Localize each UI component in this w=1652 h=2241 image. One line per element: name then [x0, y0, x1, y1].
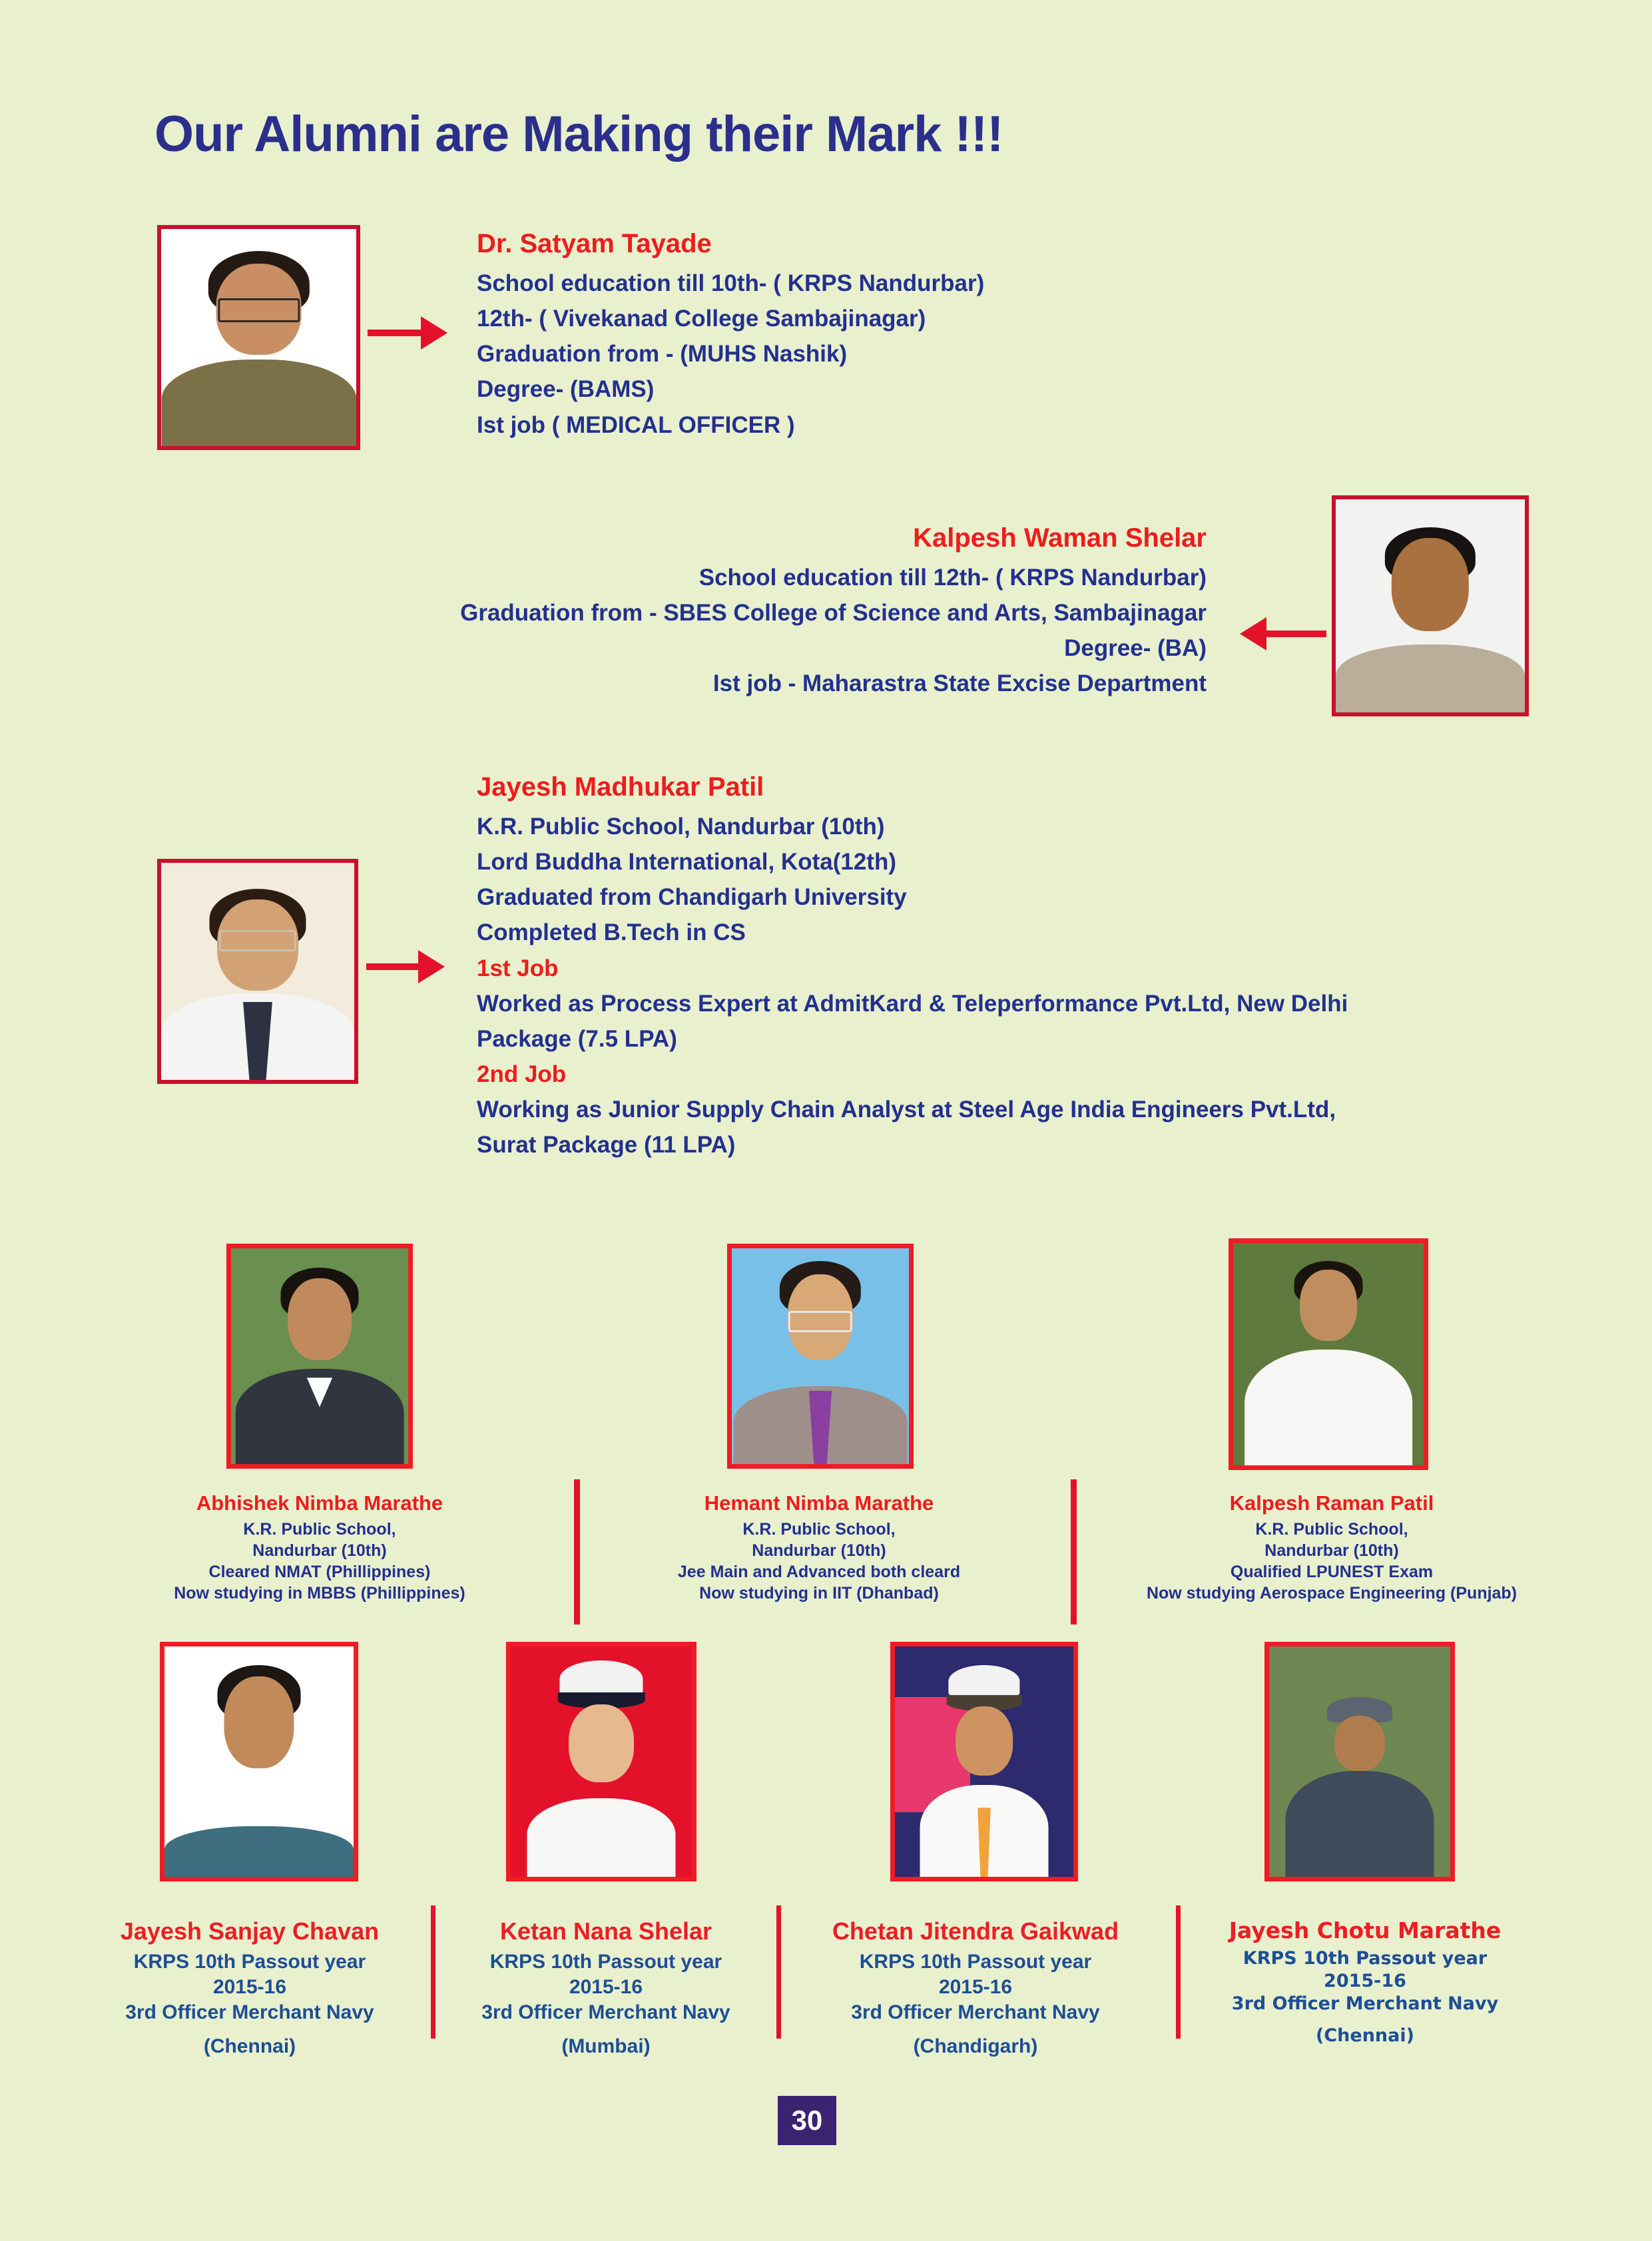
student-line: Nandurbar (10th) — [252, 1541, 387, 1560]
officer-line: 3rd Officer Merchant Navy — [851, 2001, 1100, 2023]
officer-line: (Chennai) — [1316, 2025, 1414, 2047]
student-line: K.R. Public School, — [742, 1520, 896, 1539]
bio-line: Lord Buddha International, Kota(12th) — [477, 848, 896, 875]
page-number: 30 — [778, 2096, 836, 2145]
student-line: Jee Main and Advanced both cleard — [677, 1563, 961, 1581]
head-shape — [1334, 1716, 1385, 1771]
officer-line: 3rd Officer Merchant Navy — [481, 2001, 730, 2023]
portrait-kalpesh-raman-patil — [1233, 1243, 1424, 1465]
student-name: Kalpesh Raman Patil — [1229, 1491, 1434, 1515]
card-jayesh-sanjay-chavan — [77, 1917, 423, 2059]
student-line: Qualified LPUNEST Exam — [1230, 1563, 1434, 1581]
officer-line: 2015-16 — [212, 1975, 287, 1998]
officer-line: 3rd Officer Merchant Navy — [1231, 1993, 1499, 2015]
column-separator — [431, 1905, 435, 2039]
portrait-jayesh-madhukar-patil — [161, 863, 354, 1080]
officer-line: 3rd Officer Merchant Navy — [125, 2001, 374, 2023]
officer-line: 2015-16 — [569, 1975, 643, 1998]
column-separator — [776, 1905, 781, 2039]
column-separator — [1176, 1905, 1181, 2039]
bio-line: Graduation from - (MUHS Nashik) — [477, 341, 848, 368]
bio-line: School education till 12th- ( KRPS Nandurbar) — [698, 564, 1207, 591]
uniform-shape — [527, 1798, 675, 1877]
officer-line: KRPS 10th Passout year — [1242, 1948, 1488, 1969]
torso-shape — [1244, 1350, 1412, 1465]
officer-line: KRPS 10th Passout year — [133, 1951, 366, 1973]
officer-line: KRPS 10th Passout year — [489, 1951, 722, 1973]
head-shape — [1392, 538, 1469, 632]
bio-line: Worked as Process Expert at AdmitKard & Teleperformance Pvt.Ltd, New Delhi — [477, 990, 1348, 1017]
student-line: Now studying Aerospace Engineering (Punjab) — [1146, 1584, 1517, 1603]
glasses-shape — [788, 1311, 852, 1332]
officer-name: Jayesh Chotu Marathe — [1229, 1917, 1502, 1943]
alumni-name: Kalpesh Waman Shelar — [913, 523, 1207, 553]
photo-hemant-nimba-marathe — [727, 1244, 914, 1469]
student-line: Nandurbar (10th) — [1264, 1541, 1399, 1560]
bio-line: Graduated from Chandigarh University — [477, 884, 907, 911]
officer-name: Jayesh Sanjay Chavan — [120, 1917, 380, 1945]
head-shape — [1300, 1270, 1357, 1341]
card-kalpesh-raman-patil — [1125, 1491, 1538, 1604]
student-line: K.R. Public School, — [1255, 1520, 1408, 1539]
bio-line: Surat Package (11 LPA) — [477, 1132, 736, 1158]
job1-label: 1st Job — [477, 955, 559, 981]
job2-label: 2nd Job — [477, 1061, 567, 1088]
card-abhishek-nimba-marathe — [127, 1491, 513, 1604]
head-shape — [224, 1676, 294, 1768]
bio-jayesh-madhukar-patil — [477, 767, 1348, 1163]
student-name: Abhishek Nimba Marathe — [196, 1491, 443, 1515]
bio-line: Completed B.Tech in CS — [477, 919, 746, 946]
student-line: Now studying in MBBS (Phillippines) — [174, 1584, 465, 1603]
officer-line: (Mumbai) — [561, 2035, 651, 2058]
glasses-shape — [218, 298, 300, 322]
officer-line: (Chandigarh) — [913, 2035, 1038, 2058]
bio-line: 12th- ( Vivekanad College Sambajinagar) — [477, 305, 926, 332]
officer-line: 2015-16 — [1324, 1971, 1406, 1992]
portrait-satyam-tayade — [161, 229, 356, 446]
portrait-chetan-jitendra-gaikwad — [895, 1646, 1073, 1877]
bio-kalpesh-waman-shelar — [293, 518, 1207, 702]
bio-line: K.R. Public School, Nandurbar (10th) — [477, 813, 885, 840]
bio-line: Graduation from - SBES College of Science and Arts, Sambajinagar — [460, 599, 1207, 626]
photo-ketan-nana-shelar — [506, 1642, 696, 1881]
student-name: Hemant Nimba Marathe — [704, 1491, 934, 1515]
portrait-jayesh-chotu-marathe — [1269, 1646, 1450, 1877]
portrait-abhishek-nimba-marathe — [231, 1248, 408, 1464]
head-shape — [956, 1706, 1013, 1776]
bio-line: Degree- (BA) — [1064, 635, 1207, 662]
officer-line: 2015-16 — [938, 1975, 1013, 1998]
photo-chetan-jitendra-gaikwad — [890, 1642, 1078, 1881]
photo-jayesh-madhukar-patil — [157, 859, 358, 1084]
photo-kalpesh-waman-shelar — [1332, 495, 1529, 716]
card-chetan-jitendra-gaikwad — [789, 1917, 1162, 2059]
photo-abhishek-nimba-marathe — [226, 1244, 413, 1469]
officer-line: KRPS 10th Passout year — [859, 1951, 1092, 1973]
student-line: Now studying in IIT (Dhanbad) — [699, 1584, 939, 1603]
card-ketan-nana-shelar — [439, 1917, 772, 2059]
student-line: Cleared NMAT (Phillippines) — [208, 1563, 431, 1581]
torso-shape — [161, 360, 356, 446]
photo-jayesh-chotu-marathe — [1264, 1642, 1455, 1881]
torso-shape — [1336, 644, 1525, 712]
bio-line: Package (7.5 LPA) — [477, 1025, 677, 1052]
glasses-shape — [219, 930, 296, 951]
photo-satyam-tayade — [157, 225, 360, 450]
portrait-ketan-nana-shelar — [511, 1646, 692, 1877]
officer-name: Ketan Nana Shelar — [499, 1917, 712, 1945]
uniform-shape — [1285, 1771, 1434, 1877]
photo-jayesh-sanjay-chavan — [160, 1642, 358, 1881]
card-jayesh-chotu-marathe — [1185, 1917, 1545, 2047]
column-separator — [574, 1479, 580, 1624]
officer-line: (Chennai) — [203, 2035, 296, 2058]
bio-satyam-tayade — [477, 224, 984, 443]
portrait-jayesh-sanjay-chavan — [164, 1646, 354, 1877]
bio-line: Degree- (BAMS) — [477, 376, 655, 403]
page-title: Our Alumni are Making their Mark !!! — [154, 106, 1003, 162]
bio-line: Ist job - Maharastra State Excise Department — [712, 670, 1207, 697]
student-line: Nandurbar (10th) — [752, 1541, 886, 1560]
card-hemant-nimba-marathe — [626, 1491, 1012, 1604]
alumni-name: Jayesh Madhukar Patil — [477, 772, 764, 802]
head-shape — [288, 1278, 352, 1360]
head-shape — [569, 1704, 634, 1783]
portrait-kalpesh-waman-shelar — [1336, 499, 1525, 712]
column-separator — [1071, 1479, 1077, 1624]
student-line: K.R. Public School, — [243, 1520, 396, 1539]
photo-kalpesh-raman-patil — [1229, 1238, 1428, 1470]
portrait-hemant-nimba-marathe — [732, 1248, 909, 1464]
bio-line: Ist job ( MEDICAL OFFICER ) — [477, 411, 795, 438]
navy-cap-icon — [948, 1665, 1019, 1697]
navy-cap-icon — [559, 1660, 643, 1697]
bio-line: School education till 10th- ( KRPS Nandurbar) — [477, 270, 985, 296]
torso-shape — [164, 1826, 354, 1877]
officer-name: Chetan Jitendra Gaikwad — [832, 1917, 1119, 1945]
bio-line: Working as Junior Supply Chain Analyst at Steel Age India Engineers Pvt.Ltd, — [477, 1097, 1336, 1123]
alumni-name: Dr. Satyam Tayade — [477, 229, 712, 258]
